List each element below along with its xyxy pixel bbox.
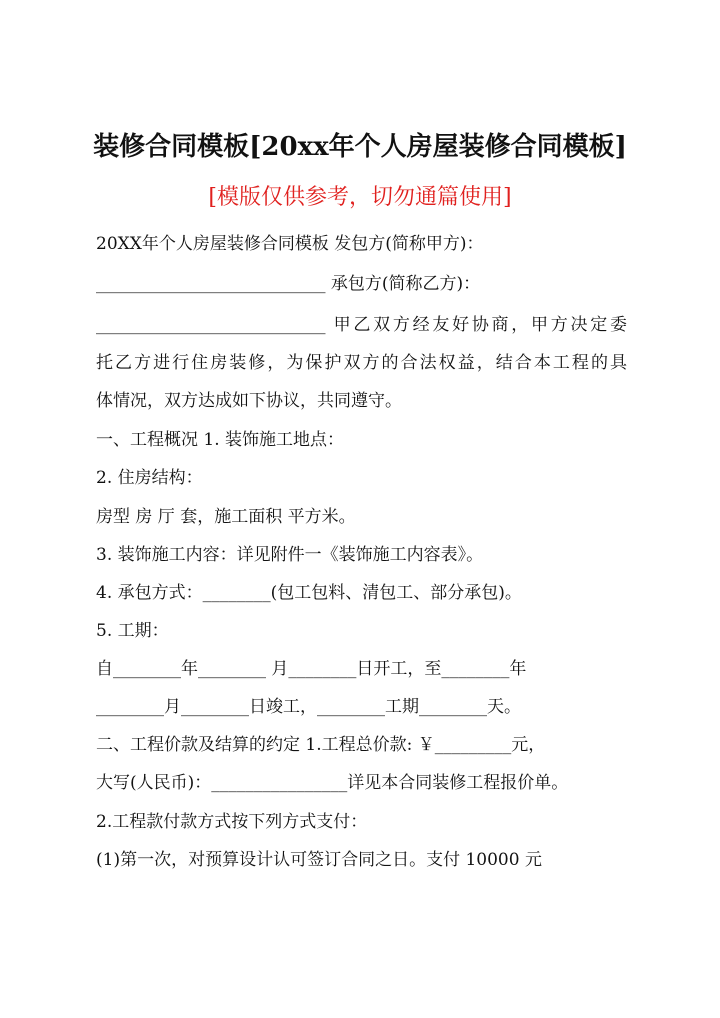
body-line-6: 一、工程概况 1. 装饰施工地点： (96, 430, 345, 450)
body-line-7: 2. 住房结构： (96, 468, 203, 488)
body-line-15: 大写(人民币)：________________详见本合同装修工程报价单。 (96, 773, 569, 793)
body-line-9: 3. 装饰施工内容：详见附件一《装饰施工内容表》。 (96, 545, 484, 565)
body-line-11: 5. 工期： (96, 621, 169, 641)
body-line-13: ________月________日竣工，________工期________天。 (96, 697, 521, 717)
body-line-10: 4. 承包方式：________(包工包料、清包工、部分承包)。 (96, 583, 522, 603)
body-line-4: 托乙方进行住房装修，为保护双方的合法权益，结合本工程的具 (96, 353, 627, 373)
body-line-17: (1)第一次，对预算设计认可签订合同之日。支付 10000 元 (96, 850, 542, 870)
body-line-12: 自________年________ 月________日开工，至________年 (96, 659, 527, 679)
body-line-3: ___________________________ 甲乙双方经友好协商，甲方决定委 (96, 315, 627, 335)
body-line-5: 体情况，双方达成如下协议，共同遵守。 (96, 391, 402, 411)
body-line-1: 20XX年个人房屋装修合同模板 发包方(简称甲方)： (96, 234, 484, 254)
document-title: 装修合同模板[20xx年个人房屋装修合同模板] (93, 132, 627, 162)
body-line-2: ___________________________ 承包方(简称乙方)： (96, 274, 481, 294)
body-line-16: 2.工程款付款方式按下列方式支付： (96, 812, 368, 832)
body-line-14: 二、工程价款及结算的约定 1.工程总价款: ￥_________元， (96, 735, 546, 755)
document-subtitle: [模版仅供参考，切勿通篇使用] (208, 185, 512, 210)
body-line-8: 房型 房 厅 套，施工面积 平方米。 (96, 507, 356, 527)
